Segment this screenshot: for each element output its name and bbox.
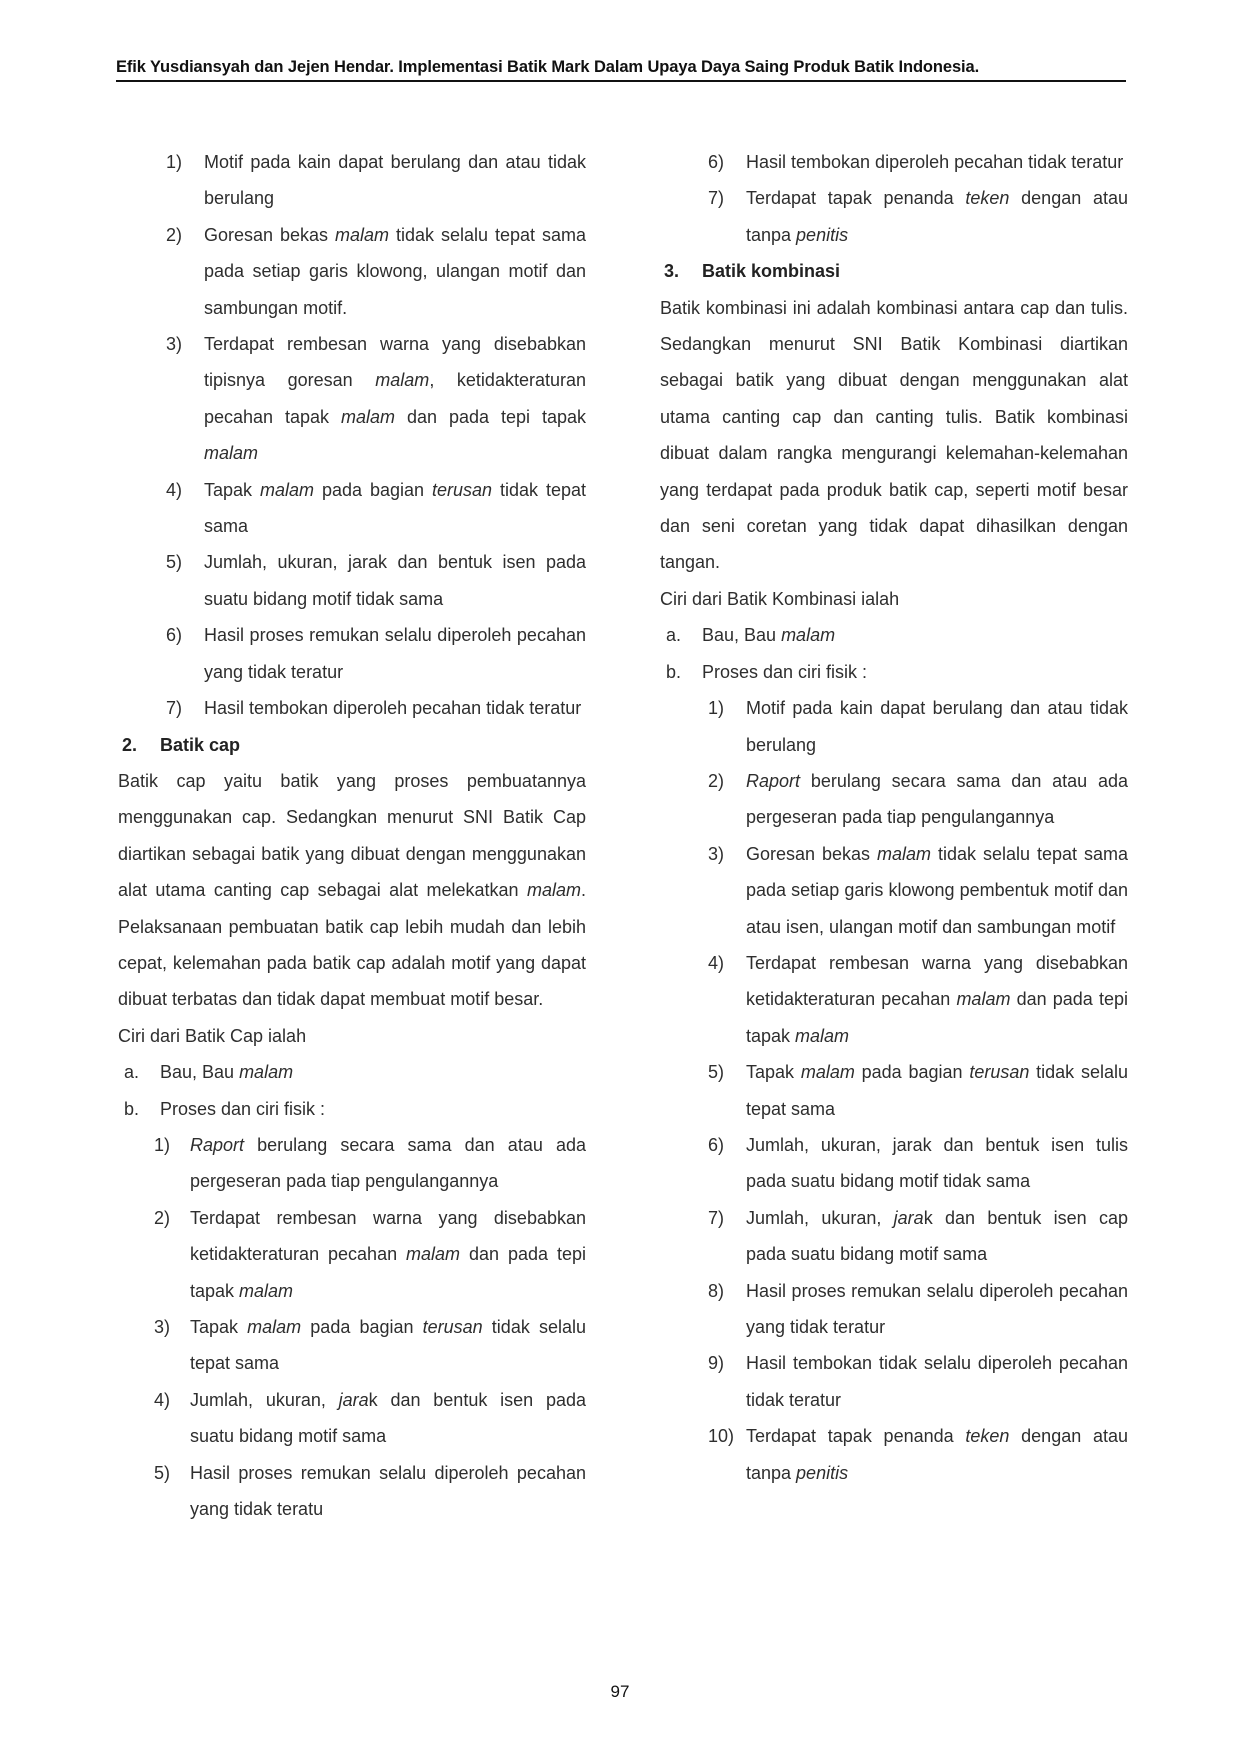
list-marker: 5)	[708, 1062, 725, 1083]
italic-term: malam	[956, 989, 1011, 1010]
italic-term: malam	[375, 370, 430, 391]
list-marker: a.	[666, 625, 682, 646]
list-item	[660, 836, 1128, 945]
list-marker: 4)	[708, 952, 725, 973]
text-run: Hasil proses remukan selalu diperoleh pecahan yang tidak teratur	[204, 625, 586, 682]
list-marker: 7)	[708, 188, 725, 209]
italic-term: malam	[247, 1317, 302, 1337]
text-run: Terdapat rembesan warna yang disebabkan ketidakteraturan pecahan	[190, 1207, 586, 1265]
list-marker: 7)	[708, 1207, 725, 1228]
italic-term: jara	[338, 1389, 369, 1410]
list-item	[118, 544, 586, 617]
text-run: dan pada tepi tapak	[395, 406, 586, 427]
list-item	[118, 1127, 586, 1200]
italic-term: malam	[335, 224, 390, 245]
list-marker: 3)	[166, 334, 183, 355]
list-item	[660, 1054, 1128, 1127]
list-item	[660, 1418, 1128, 1491]
italic-term: malam	[239, 1280, 294, 1301]
list-marker: 6)	[708, 152, 725, 172]
list-marker: a.	[124, 1062, 140, 1083]
text-run: Tapak	[190, 1317, 248, 1337]
list-marker: 2)	[708, 770, 725, 791]
list-marker: 3.	[664, 261, 680, 282]
paragraph	[118, 763, 586, 1018]
italic-term: penitis	[796, 224, 849, 245]
text-run: Terdapat rembesan warna yang disebabkan tipisnya goresan	[204, 334, 586, 391]
left-column	[118, 144, 586, 1527]
list-marker: b.	[666, 661, 682, 682]
text-run: berulang secara sama dan atau ada pergeseran pada tiap pengulangannya	[746, 770, 1128, 828]
text-run: Terdapat tapak penanda	[746, 1426, 966, 1447]
text-run: tidak selalu tepat sama	[746, 1062, 1128, 1119]
text-run: Proses dan ciri fisik :	[160, 1098, 326, 1119]
list-item	[118, 217, 586, 326]
list-marker: 5)	[154, 1462, 171, 1483]
italic-term: terusan	[969, 1062, 1030, 1083]
list-item	[660, 617, 1128, 653]
list-marker: 3)	[154, 1317, 171, 1337]
text-run: tidak selalu tepat sama	[190, 1317, 586, 1374]
list-marker: 10)	[708, 1426, 735, 1447]
list-marker: 2)	[166, 224, 183, 245]
text-run: Goresan bekas	[204, 224, 336, 245]
text-run: Tapak	[204, 479, 260, 500]
list-marker: 4)	[166, 479, 183, 500]
text-run: Jumlah, ukuran, jarak dan bentuk isen pada suatu bidang motif tidak sama	[204, 552, 586, 609]
italic-term: malam	[239, 1062, 294, 1083]
section-heading	[660, 253, 1128, 289]
text-run: pada bagian	[301, 1317, 423, 1337]
list-marker: 7)	[166, 698, 183, 719]
list-marker: 9)	[708, 1353, 725, 1374]
text-run: Jumlah, ukuran, jarak dan bentuk isen tulis pada suatu bidang motif tidak sama	[746, 1134, 1128, 1192]
text-run: . Pelaksanaan pembuatan batik cap lebih mudah dan lebih cepat, kelemahan pada batik cap adalah motif yang dapat dibuat terbatas dan tidak dapat membuat motif besar.	[118, 880, 586, 1010]
text-run: k dan bentuk isen pada suatu bidang motif sama	[190, 1389, 586, 1447]
list-marker: 2)	[154, 1207, 171, 1228]
text-run: dan pada tepi tapak	[190, 1244, 586, 1301]
italic-term: terusan	[431, 479, 493, 500]
list-item	[660, 1200, 1128, 1273]
text-run: Motif pada kain dapat berulang dan atau tidak berulang	[746, 698, 1128, 755]
text-run: Motif pada kain dapat berulang dan atau tidak berulang	[204, 152, 586, 209]
page-number: 97	[610, 1682, 630, 1701]
text-run: Hasil proses remukan selalu diperoleh pecahan yang tidak teratur	[746, 1280, 1128, 1337]
text-run: Bau, Bau	[160, 1062, 240, 1083]
list-item	[660, 690, 1128, 763]
text-run: pada bagian	[854, 1062, 970, 1083]
list-item	[118, 326, 586, 472]
paragraph	[660, 290, 1128, 581]
list-item	[660, 1127, 1128, 1200]
list-item	[660, 144, 1128, 180]
italic-term: terusan	[422, 1317, 483, 1337]
italic-term: jara	[893, 1207, 924, 1228]
section-heading	[118, 727, 586, 763]
text-run: , ketidakteraturan pecahan tapak	[204, 370, 586, 427]
text-run: k dan bentuk isen cap pada suatu bidang motif sama	[746, 1207, 1128, 1265]
right-column	[660, 144, 1128, 1491]
text-run: Goresan bekas	[746, 843, 878, 864]
list-marker: 1)	[166, 152, 183, 172]
list-item	[660, 945, 1128, 1054]
paragraph	[118, 1018, 586, 1054]
italic-term: Raport	[190, 1134, 245, 1155]
list-item	[118, 1200, 586, 1309]
list-item	[118, 144, 586, 217]
text-run: Ciri dari Batik Kombinasi ialah	[660, 588, 900, 609]
list-item	[660, 1345, 1128, 1418]
text-run: dengan atau tanpa	[746, 188, 1128, 245]
list-marker: 5)	[166, 552, 183, 573]
text-run: Proses dan ciri fisik :	[702, 661, 868, 682]
italic-term: teken	[965, 1426, 1010, 1447]
text-run: berulang secara sama dan atau ada pergeseran pada tiap pengulangannya	[190, 1134, 586, 1192]
list-item	[660, 180, 1128, 253]
header-rule	[116, 80, 1126, 82]
list-marker: 6)	[708, 1134, 725, 1155]
text-run: pada bagian	[314, 479, 432, 500]
text-run: Batik kombinasi ini adalah kombinasi antara cap dan tulis. Sedangkan menurut SNI Batik Kombinasi diartikan sebagai batik yang dibuat dengan menggunakan alat utama canting cap dan canting tulis. Batik kombinasi dibuat dalam rangka mengurangi kelemahan-kelemahan yang terdapat pada produk batik cap, seperti motif besar dan seni coretan yang tidak dapat dihasilkan dengan tangan.	[660, 297, 1128, 573]
italic-term: penitis	[796, 1462, 849, 1483]
list-item	[660, 763, 1128, 836]
italic-term: malam	[795, 1025, 850, 1046]
text-run: Bau, Bau	[702, 625, 782, 646]
list-item	[118, 1054, 586, 1090]
list-item	[660, 1273, 1128, 1346]
text-run: Jumlah, ukuran,	[190, 1389, 339, 1410]
text-run: tidak selalu tepat sama pada setiap garis klowong pembentuk motif dan atau isen, ulangan motif dan sambungan motif	[746, 843, 1129, 937]
list-marker: 2.	[122, 734, 138, 755]
list-item	[118, 617, 586, 690]
italic-term: teken	[965, 188, 1010, 209]
italic-term: malam	[341, 406, 396, 427]
text-run: Hasil tembokan tidak selalu diperoleh pecahan tidak teratur	[746, 1353, 1128, 1410]
text-run: Batik cap yaitu batik yang proses pembuatannya menggunakan cap. Sedangkan menurut SNI Batik Cap diartikan sebagai batik yang dibuat dengan menggunakan alat utama canting cap sebagai alat melekatkan	[118, 770, 586, 901]
text-run: Batik cap	[160, 734, 241, 755]
list-marker: 1)	[154, 1134, 171, 1155]
italic-term: malam	[260, 479, 315, 500]
list-marker: 3)	[708, 843, 725, 864]
text-run: Tapak	[746, 1062, 801, 1083]
running-header: Efik Yusdiansyah dan Jejen Hendar. Implementasi Batik Mark Dalam Upaya Daya Saing Produk Batik Indonesia.	[116, 58, 980, 76]
list-marker: 6)	[166, 625, 183, 646]
text-run: Ciri dari Batik Cap ialah	[118, 1025, 307, 1046]
text-run: Hasil proses remukan selalu diperoleh pecahan yang tidak teratu	[190, 1462, 586, 1520]
list-item	[118, 690, 586, 726]
list-item	[118, 1091, 586, 1127]
text-run: Hasil tembokan diperoleh pecahan tidak teratur	[746, 152, 1124, 172]
text-run: Terdapat rembesan warna yang disebabkan ketidakteraturan pecahan	[746, 952, 1128, 1010]
list-item	[118, 472, 586, 545]
italic-term: malam	[406, 1244, 461, 1265]
list-marker: b.	[124, 1098, 140, 1119]
italic-term: malam	[877, 843, 932, 864]
italic-term: malam	[204, 443, 259, 464]
italic-term: malam	[526, 880, 581, 901]
italic-term: Raport	[746, 770, 801, 791]
text-run: Terdapat tapak penanda	[746, 188, 966, 209]
text-run: tidak selalu tepat sama pada setiap garis klowong, ulangan motif dan sambungan motif.	[204, 224, 587, 318]
paragraph	[660, 581, 1128, 617]
list-marker: 8)	[708, 1280, 725, 1301]
list-marker: 1)	[708, 698, 725, 719]
list-item	[118, 1309, 586, 1382]
text-run: dengan atau tanpa	[746, 1426, 1128, 1483]
list-marker: 4)	[154, 1389, 171, 1410]
list-item	[118, 1382, 586, 1455]
text-run: Batik kombinasi	[702, 261, 841, 282]
italic-term: malam	[800, 1062, 855, 1083]
list-item	[118, 1455, 586, 1528]
list-item	[660, 654, 1128, 690]
text-run: dan pada tepi tapak	[746, 989, 1128, 1046]
text-run: tidak tepat sama	[204, 479, 586, 537]
text-run: Hasil tembokan diperoleh pecahan tidak teratur	[204, 698, 582, 719]
text-run: Jumlah, ukuran,	[746, 1207, 894, 1228]
italic-term: malam	[781, 625, 836, 646]
